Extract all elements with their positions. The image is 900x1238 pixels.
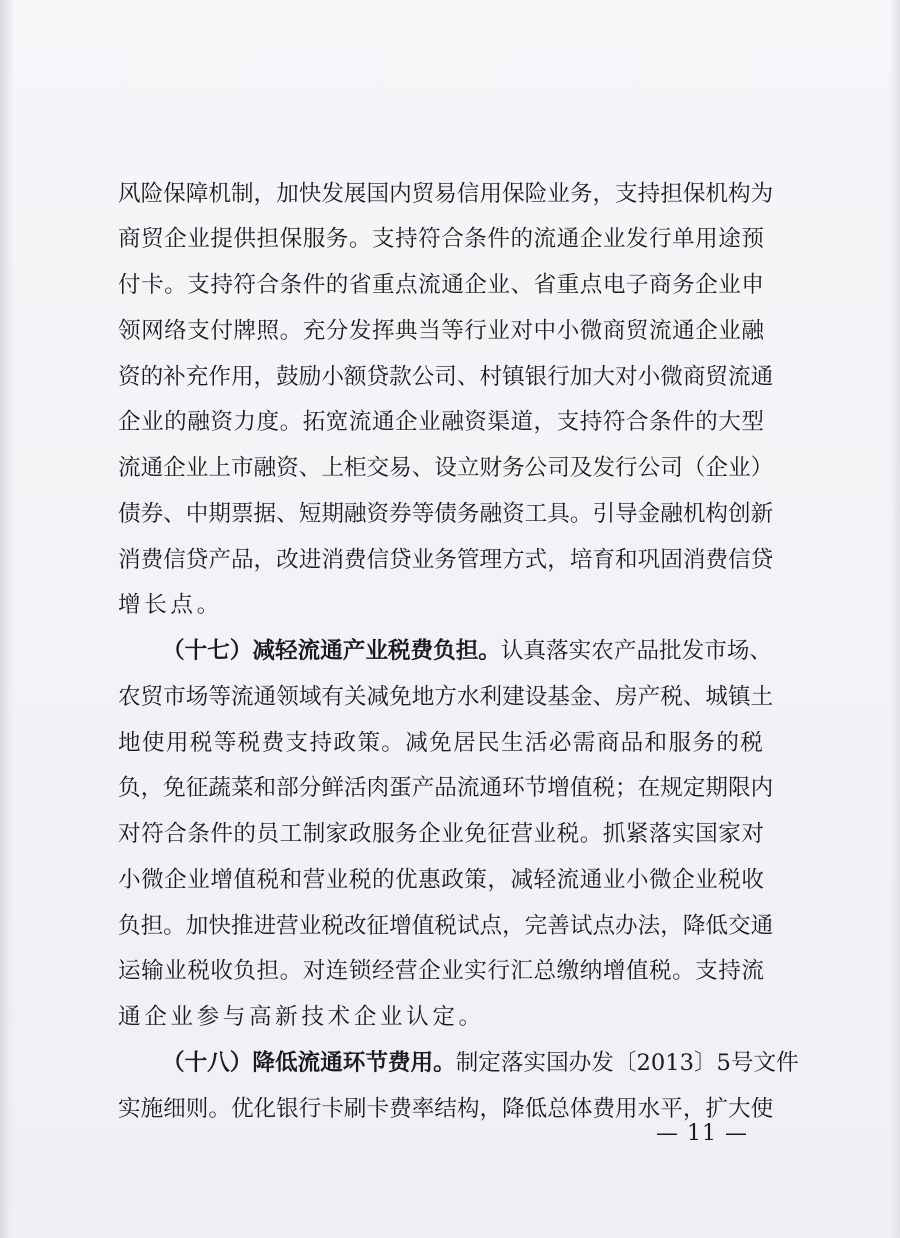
text-line: 流通企业上市融资、上柜交易、设立财务公司及发行公司（企业） [118,455,774,481]
text-line: 增长点。 [118,592,223,618]
text-line: 债券、中期票据、短期融资券等债务融资工具。引导金融机构创新 [118,501,774,527]
text-line: 付卡。支持符合条件的省重点流通企业、省重点电子商务企业申 [118,272,765,298]
text-line: 小微企业增值税和营业税的优惠政策，减轻流通业小微企业税收 [118,867,765,893]
text-line: 消费信贷产品，改进消费信贷业务管理方式，培育和巩固消费信贷 [118,547,774,573]
text-line: 负，免征蔬菜和部分鲜活肉蛋产品流通环节增值税；在规定期限内 [118,775,774,801]
section-heading-18: （十八）降低流通环节费用。 [162,1050,456,1076]
section-heading-17: （十七）减轻流通产业税费负担。 [162,638,501,664]
text-line: 商贸企业提供担保服务。支持符合条件的流通企业发行单用途预 [118,226,765,252]
text-line: 认真落实农产品批发市场、 [500,638,773,664]
text-line: 负担。加快推进营业税改征增值税试点，完善试点办法，降低交通 [118,913,774,939]
text-line: 运输业税收负担。对连锁经营企业实行汇总缴纳增值税。支持流 [118,958,765,984]
text-line: 通企业参与高新技术企业认定。 [118,1004,485,1030]
scan-shadow-left [0,0,14,1238]
page-number: — 11 — [656,1121,748,1146]
text-line: 风险保障机制，加快发展国内贸易信用保险业务，支持担保机构为 [118,181,774,207]
text-line: 对符合条件的员工制家政服务企业免征营业税。抓紧落实国家对 [118,821,765,847]
paragraph-18-first-line [162,1047,799,1079]
text-line: 领网络支付牌照。充分发挥典当等行业对中小微商贸流通企业融 [118,318,765,344]
text-line: 制定落实国办发〔2013〕5号文件 [455,1050,799,1076]
text-line: 实施细则。优化银行卡刷卡费率结构，降低总体费用水平，扩大使 [118,1096,774,1122]
paragraph-17-first-line [162,635,772,667]
text-line: 资的补充作用，鼓励小额贷款公司、村镇银行加大对小微商贸流通 [118,364,774,390]
text-line: 企业的融资力度。拓宽流通企业融资渠道，支持符合条件的大型 [118,409,765,435]
text-line: 地使用税等税费支持政策。减免居民生活必需商品和服务的税 [118,730,765,756]
scan-shadow-right [890,0,900,1238]
text-line: 农贸市场等流通领域有关减免地方水利建设基金、房产税、城镇土 [118,684,774,710]
